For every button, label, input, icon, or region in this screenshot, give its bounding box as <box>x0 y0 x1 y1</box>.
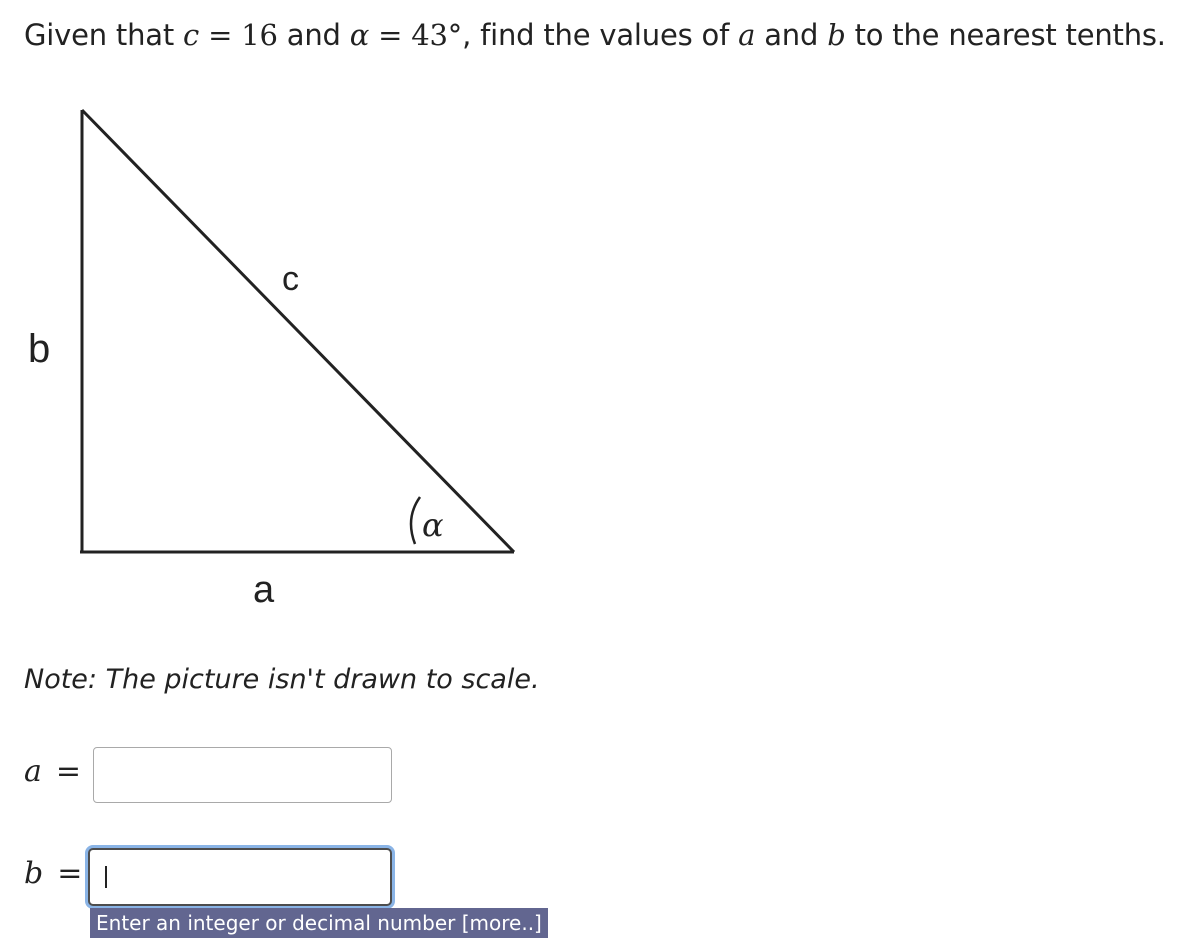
answer-a-label <box>24 754 81 789</box>
question-suffix: to the nearest tenths. <box>845 18 1166 52</box>
answer-a-var: a <box>24 754 42 789</box>
text-caret <box>105 866 107 888</box>
var-c: c <box>183 18 200 52</box>
answer-b-label <box>24 856 82 891</box>
label-b: b <box>28 327 51 371</box>
question-and-2: and <box>755 18 828 52</box>
answer-b-input[interactable] <box>88 848 392 906</box>
label-c: c <box>282 260 299 298</box>
input-hint-tooltip[interactable]: Enter an integer or decimal number [more..] <box>90 908 548 938</box>
var-a: a <box>738 18 756 52</box>
answer-a-input[interactable] <box>93 747 392 803</box>
question-find: , find the values of <box>462 18 739 52</box>
value-c: = 16 <box>199 18 278 52</box>
note-text: Note: The picture isn't drawn to scale. <box>24 664 540 695</box>
question-prefix: Given that <box>24 18 184 52</box>
var-alpha: α <box>349 18 370 52</box>
label-a: a <box>253 569 275 611</box>
label-alpha: α <box>422 506 444 544</box>
answer-a-equals: = <box>55 754 82 789</box>
side-c-line <box>82 110 514 552</box>
answer-b-equals: = <box>57 856 83 891</box>
var-b: b <box>827 18 846 52</box>
answer-b-var: b <box>24 856 44 891</box>
angle-arc <box>411 497 420 544</box>
value-alpha: = 43° <box>369 18 463 52</box>
question-and-1: and <box>277 18 350 52</box>
triangle-figure <box>0 0 600 620</box>
